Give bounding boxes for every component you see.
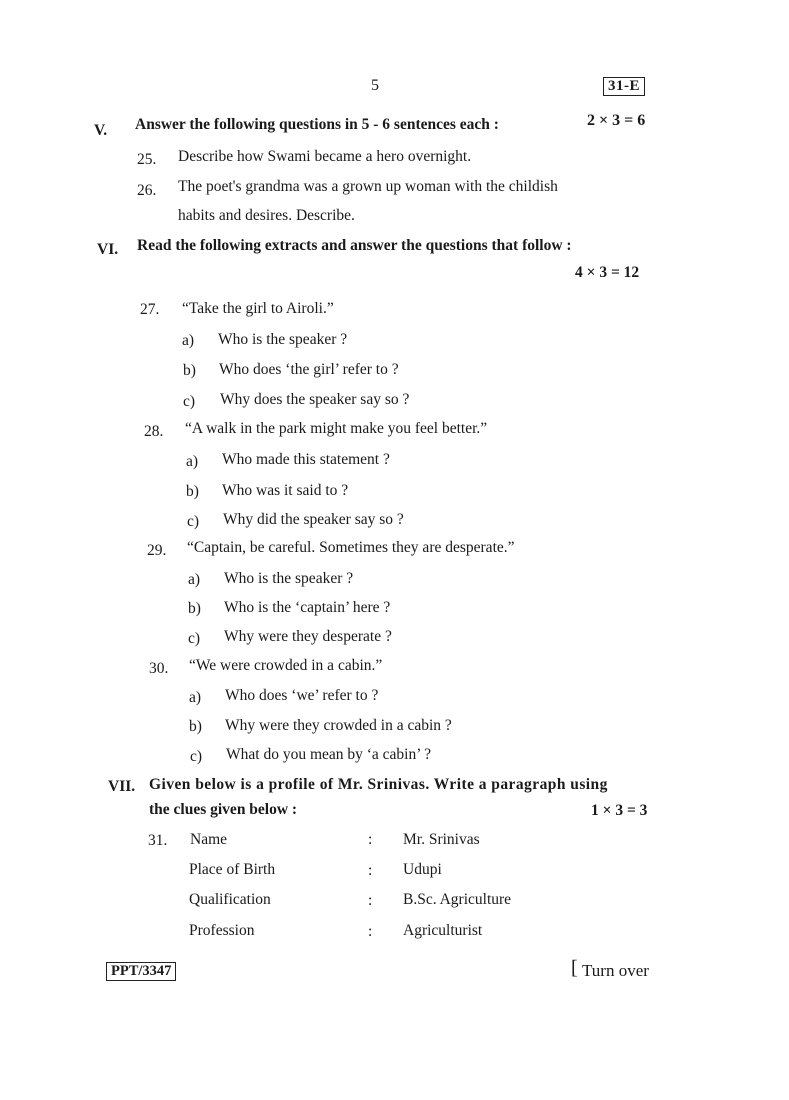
profile-label: Profession [189, 922, 255, 939]
question-number: 31. [148, 832, 168, 849]
sub-letter: c) [183, 393, 196, 410]
profile-label: Name [190, 831, 228, 848]
document-code: PPT/3347 [106, 962, 176, 981]
sub-letter: b) [188, 600, 201, 617]
sub-letter: c) [188, 630, 201, 647]
question-number: 28. [144, 423, 164, 440]
section-vi-numeral: VI. [97, 241, 119, 258]
question-text-continued: habits and desires. Describe. [178, 207, 355, 224]
sub-letter: b) [186, 483, 199, 500]
section-vii-instruction-continued: the clues given below : [149, 801, 298, 818]
sub-letter: c) [190, 748, 203, 765]
sub-question: Who does ‘we’ refer to ? [225, 687, 379, 704]
profile-colon: : [368, 923, 373, 940]
sub-question: Who made this statement ? [222, 451, 390, 468]
extract-text: “Take the girl to Airoli.” [182, 300, 334, 317]
sub-letter: c) [187, 513, 200, 530]
extract-text: “A walk in the park might make you feel better.” [185, 420, 488, 437]
question-text: The poet's grandma was a grown up woman with the childish [178, 178, 558, 195]
section-v-marks: 2 × 3 = 6 [587, 112, 646, 129]
question-number: 26. [137, 182, 157, 199]
sub-question: Why were they crowded in a cabin ? [225, 717, 452, 734]
question-number: 27. [140, 301, 160, 318]
sub-question: Who is the ‘captain’ here ? [224, 599, 391, 616]
sub-letter: a) [186, 453, 199, 470]
page-number: 5 [371, 77, 379, 94]
extract-text: “Captain, be careful. Sometimes they are desperate.” [187, 539, 515, 556]
turn-over-bracket: [ [571, 957, 578, 979]
profile-colon: : [368, 892, 373, 909]
profile-value: Udupi [403, 861, 442, 878]
sub-letter: a) [188, 571, 201, 588]
section-v-instruction: Answer the following questions in 5 - 6 sentences each : [135, 116, 499, 133]
question-number: 30. [149, 660, 169, 677]
section-vii-numeral: VII. [108, 778, 136, 795]
sub-letter: a) [189, 689, 202, 706]
section-vii-marks: 1 × 3 = 3 [591, 802, 648, 819]
question-number: 29. [147, 542, 167, 559]
sub-question: Who is the speaker ? [224, 570, 354, 587]
section-vi-instruction: Read the following extracts and answer the questions that follow : [137, 237, 572, 254]
profile-label: Qualification [189, 891, 271, 908]
question-number: 25. [137, 151, 157, 168]
section-v-numeral: V. [94, 122, 108, 139]
sub-question: Why does the speaker say so ? [220, 391, 410, 408]
turn-over-text: Turn over [582, 961, 649, 980]
profile-colon: : [368, 831, 373, 848]
sub-question: What do you mean by ‘a cabin’ ? [226, 746, 432, 763]
sub-question: Why were they desperate ? [224, 628, 392, 645]
profile-label: Place of Birth [189, 861, 276, 878]
section-vii-instruction: Given below is a profile of Mr. Srinivas. Write a paragraph using [149, 776, 608, 793]
sub-question: Who was it said to ? [222, 482, 349, 499]
paper-code: 31-E [603, 77, 645, 96]
section-vi-marks: 4 × 3 = 12 [575, 264, 640, 281]
sub-question: Who does ‘the girl’ refer to ? [219, 361, 399, 378]
sub-letter: b) [189, 718, 202, 735]
extract-text: “We were crowded in a cabin.” [189, 657, 383, 674]
question-text: Describe how Swami became a hero overnight. [178, 148, 472, 165]
sub-question: Why did the speaker say so ? [223, 511, 404, 528]
sub-question: Who is the speaker ? [218, 331, 348, 348]
profile-value: Agriculturist [403, 922, 483, 939]
sub-letter: a) [182, 332, 195, 349]
profile-colon: : [368, 862, 373, 879]
profile-value: B.Sc. Agriculture [403, 891, 512, 908]
sub-letter: b) [183, 362, 196, 379]
profile-value: Mr. Srinivas [403, 831, 480, 848]
